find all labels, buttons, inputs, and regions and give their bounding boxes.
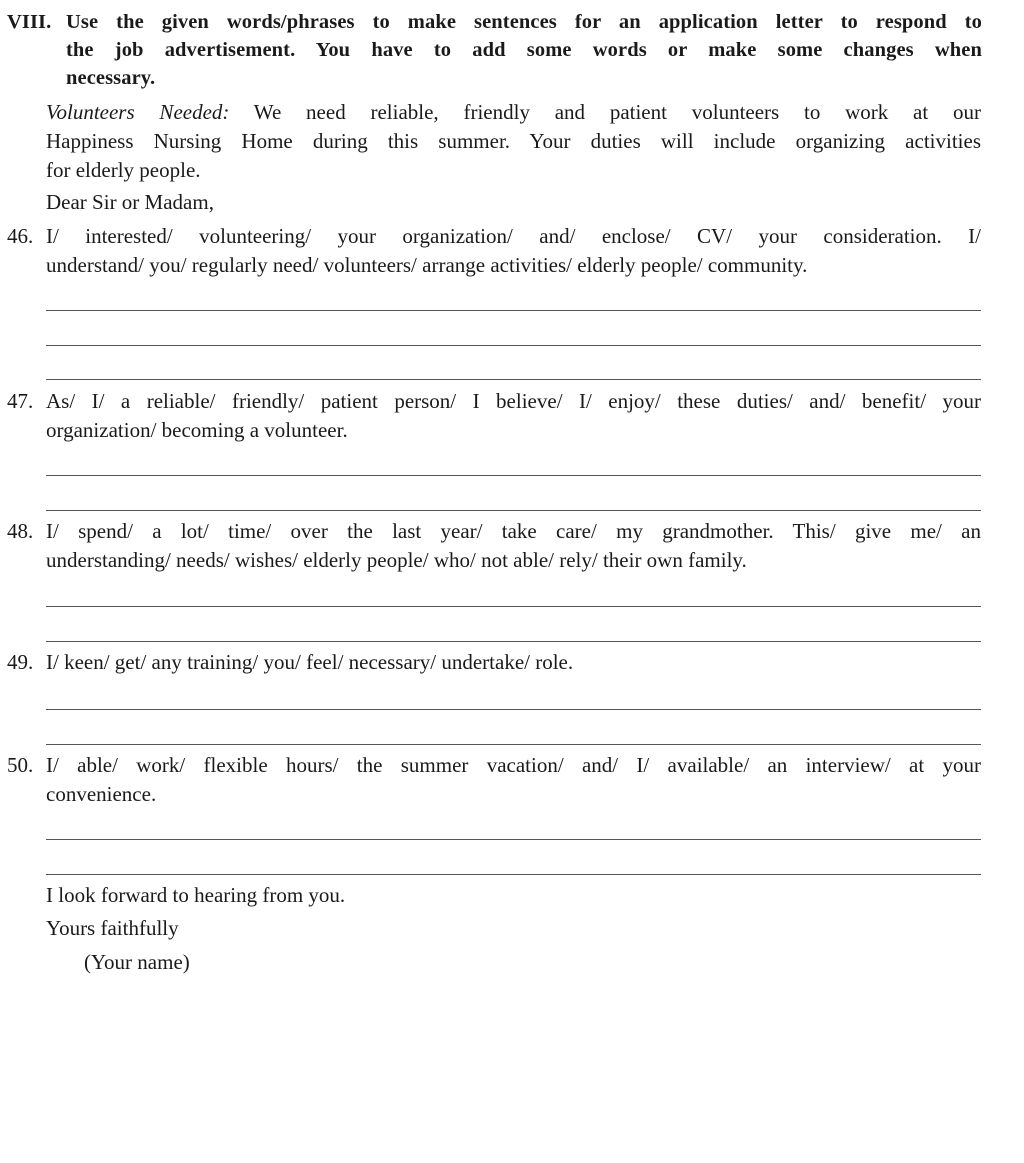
instruction-line: necessary. xyxy=(66,67,156,89)
answer-line[interactable] xyxy=(46,709,981,710)
answer-line[interactable] xyxy=(46,310,981,311)
answer-line[interactable] xyxy=(46,839,981,840)
item-number: 50. xyxy=(7,753,34,777)
answer-line[interactable] xyxy=(46,641,981,642)
advertisement-line: We need reliable, friendly and patient volunteers to work at our xyxy=(229,100,981,124)
instruction-line: the job advertisement. You have to add some words or make some changes when xyxy=(66,39,982,61)
answer-line[interactable] xyxy=(46,744,981,745)
prompt-line: I/ spend/ a lot/ time/ over the last year/ take care/ my grandmother. This/ give me/ an xyxy=(46,519,981,543)
advertisement-line: for elderly people. xyxy=(46,158,201,182)
prompt-line: I/ able/ work/ flexible hours/ the summer vacation/ and/ I/ available/ an interview/ at your xyxy=(46,753,981,777)
answer-line[interactable] xyxy=(46,345,981,346)
item-prompt xyxy=(46,648,981,677)
prompt-line: convenience. xyxy=(46,782,157,806)
section-number: VIII. xyxy=(7,11,52,33)
section-instruction xyxy=(66,8,982,92)
item-prompt xyxy=(46,517,981,575)
closing-line: I look forward to hearing from you. xyxy=(46,883,346,907)
advertisement-line: Happiness Nursing Home during this summer. Your duties will include organizing activities xyxy=(46,129,981,153)
answer-line[interactable] xyxy=(46,606,981,607)
signature-name: (Your name) xyxy=(84,950,190,974)
instruction-line: Use the given words/phrases to make sentences for an application letter to respond to xyxy=(66,11,982,33)
prompt-line: organization/ becoming a volunteer. xyxy=(46,418,348,442)
answer-line[interactable] xyxy=(46,379,981,380)
item-number: 46. xyxy=(7,224,34,248)
prompt-line: As/ I/ a reliable/ friendly/ patient person/ I believe/ I/ enjoy/ these duties/ and/ benefit/ your xyxy=(46,389,981,413)
answer-line[interactable] xyxy=(46,510,981,511)
item-number: 48. xyxy=(7,519,34,543)
job-advertisement xyxy=(46,98,981,185)
prompt-line: understand/ you/ regularly need/ volunteers/ arrange activities/ elderly people/ community. xyxy=(46,253,808,277)
answer-line[interactable] xyxy=(46,475,981,476)
advertisement-label: Volunteers Needed: xyxy=(46,100,230,124)
salutation: Dear Sir or Madam, xyxy=(46,190,214,214)
answer-line[interactable] xyxy=(46,874,981,875)
signoff: Yours faithfully xyxy=(46,916,179,940)
item-number: 49. xyxy=(7,650,34,674)
item-number: 47. xyxy=(7,389,34,413)
item-prompt xyxy=(46,222,981,280)
prompt-line: I/ keen/ get/ any training/ you/ feel/ necessary/ undertake/ role. xyxy=(46,650,574,674)
prompt-line: understanding/ needs/ wishes/ elderly people/ who/ not able/ rely/ their own family. xyxy=(46,548,747,572)
item-prompt xyxy=(46,387,981,445)
item-prompt xyxy=(46,751,981,809)
prompt-line: I/ interested/ volunteering/ your organization/ and/ enclose/ CV/ your consideration. I/ xyxy=(46,224,981,248)
